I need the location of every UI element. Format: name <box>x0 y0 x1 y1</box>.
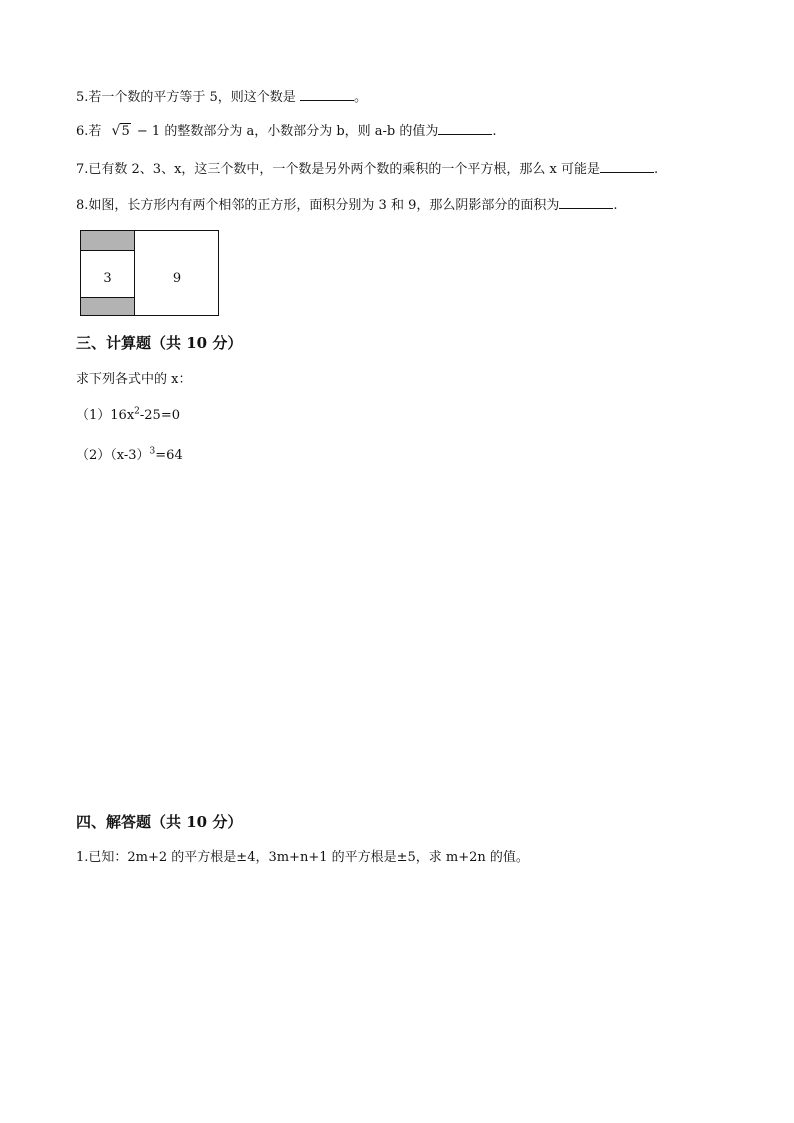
question-6-prefix: 6.若 <box>76 124 106 139</box>
answer-question-1: 1.已知：2m+2 的平方根是±4，3m+n+1 的平方根是±5，求 m+2n 的值。 <box>76 850 529 865</box>
large-square-label: 9 <box>172 271 182 286</box>
answer-blank <box>559 196 613 209</box>
section-3-instruction: 求下列各式中的 x： <box>76 372 192 387</box>
question-7-end: . <box>654 162 659 177</box>
sqrt-expression <box>112 123 131 140</box>
answer-blank <box>600 160 654 173</box>
calc-item-1 <box>76 408 180 424</box>
calc-item-2-exponent: 3 <box>149 446 156 457</box>
answer-blank <box>300 88 354 101</box>
shaded-region-top <box>81 231 134 251</box>
rectangle-figure <box>80 230 219 316</box>
question-8-text: 8.如图，长方形内有两个相邻的正方形，面积分别为 3 和 9，那么阴影部分的面积为 <box>76 198 560 213</box>
shaded-region-bottom <box>81 297 134 315</box>
question-6 <box>76 122 497 140</box>
question-6-end: . <box>492 124 497 139</box>
calc-item-1-prefix: （1）16x <box>76 408 135 423</box>
question-7 <box>76 160 658 178</box>
question-5-text: 5.若一个数的平方等于 5，则这个数是 <box>76 90 300 105</box>
question-7-text: 7.已有数 2、3、x，这三个数中，一个数是另外两个数的乘积的一个平方根，那么 x 可能是 <box>76 162 601 177</box>
question-6-text: 的整数部分为 a，小数部分为 b，则 a-b 的值为 <box>164 124 439 139</box>
calc-item-2 <box>76 448 183 464</box>
question-8 <box>76 196 617 214</box>
calc-item-1-exponent: 2 <box>134 406 140 417</box>
radical-sign: √ <box>111 123 121 139</box>
calc-item-2-prefix: （2）（x-3） <box>76 448 150 463</box>
small-square-label: 3 <box>103 271 112 286</box>
calc-item-2-suffix: =64 <box>155 448 183 463</box>
section-3-heading: 三、计算题（共 10 分） <box>76 334 243 352</box>
question-6-minus-one: − 1 <box>132 124 165 139</box>
calc-item-1-suffix: -25=0 <box>139 408 180 423</box>
question-5-end: 。 <box>353 90 367 105</box>
section-4-heading: 四、解答题（共 10 分） <box>76 813 243 831</box>
question-8-end: . <box>613 198 618 213</box>
answer-blank <box>438 122 492 135</box>
radicand: 5 <box>121 124 130 139</box>
question-5 <box>76 88 367 106</box>
